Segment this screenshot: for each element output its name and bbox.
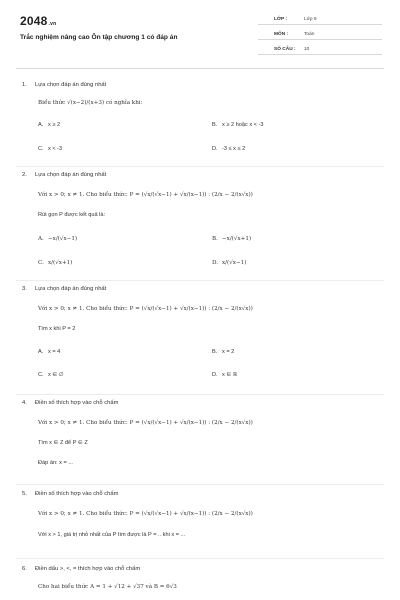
- question-text: Với x > 0; x ≠ 1. Cho biểu thức: P = (√x/(√x−1) + √x/(x−1)) : (2/x − 2/(x√x)): [38, 192, 253, 198]
- answer-option-c[interactable]: C. x < -3: [38, 146, 63, 152]
- answer-blank[interactable]: Đáp án: x = ...: [38, 460, 73, 466]
- question-heading: Lựa chọn đáp án đúng nhất: [35, 172, 107, 178]
- meta-value: Toán: [304, 32, 315, 37]
- question-number: 2.: [22, 172, 27, 178]
- question-prompt: Tìm x khi P = 2: [38, 326, 76, 332]
- answer-option-b[interactable]: B. x = 2: [212, 349, 235, 355]
- answer-option-a[interactable]: A. −x/(√x−1): [38, 236, 78, 242]
- question-number: 6.: [22, 566, 27, 572]
- answer-option-d[interactable]: D. -3 ≤ x ≤ 2: [212, 146, 246, 152]
- question-number: 3.: [22, 286, 27, 292]
- question-heading: Lựa chọn đáp án đúng nhất: [35, 82, 107, 88]
- meta-class: [258, 14, 382, 25]
- question-divider: [16, 484, 384, 485]
- meta-count: [258, 44, 382, 55]
- meta-value: 10: [304, 47, 310, 52]
- question-number: 1.: [22, 82, 27, 88]
- question-text: Với x > 0; x ≠ 1. Cho biểu thức: P = (√x/(√x−1) + √x/(x−1)) : (2/x − 2/(x√x)): [38, 511, 253, 517]
- answer-option-c[interactable]: C. x ∈ ∅: [38, 372, 64, 378]
- question-prompt[interactable]: Với x > 1, giá trị nhỏ nhất của P tìm được là P = .. khi x = ...: [38, 532, 186, 538]
- answer-option-b[interactable]: B. x ≥ 2 hoặc x < -3: [212, 122, 264, 128]
- question-number: 4.: [22, 400, 27, 406]
- question-divider: [16, 394, 384, 395]
- site-logo[interactable]: 2048.vn: [20, 14, 57, 28]
- question-text: Với x > 0; x ≠ 1. Cho biểu thức: P = (√x/(√x−1) + √x/(x−1)) : (2/x − 2/(x√x)): [38, 306, 253, 312]
- question-heading: Điền số thích hợp vào chỗ chấm: [35, 400, 119, 406]
- answer-option-c[interactable]: C. x/(√x+1): [38, 260, 73, 266]
- question-divider: [16, 166, 384, 167]
- meta-key: LỚP :: [274, 17, 288, 22]
- answer-option-a[interactable]: A. x ≥ 2: [38, 122, 61, 128]
- question-heading: Lựa chọn đáp án đúng nhất: [35, 286, 107, 292]
- answer-option-d[interactable]: D. x ∈ ℝ: [212, 372, 238, 378]
- meta-value: Lớp 9: [304, 17, 317, 22]
- question-heading: Điền số thích hợp vào chỗ chấm: [35, 491, 119, 497]
- header: [20, 10, 382, 64]
- answer-option-d[interactable]: D. x/(√x−1): [212, 260, 247, 266]
- question-text: Biểu thức √(x−2)/(x+3) có nghĩa khi:: [38, 100, 143, 106]
- answer-option-b[interactable]: B. −x/(√x+1): [212, 236, 252, 242]
- question-prompt: Rút gọn P được kết quả là:: [38, 212, 106, 218]
- question-text: Với x > 0; x ≠ 1. Cho biểu thức: P = (√x/(√x−1) + √x/(x−1)) : (2/x − 2/(x√x)): [38, 420, 253, 426]
- meta-subject: [258, 29, 382, 40]
- question-divider: [16, 558, 384, 559]
- question-text: Cho hai biểu thức A = 1 + √12 + √37 và B = 6√3: [38, 584, 177, 590]
- meta-key: SỐ CÂU :: [274, 47, 296, 52]
- question-prompt: Tìm x ∈ Z để P ∈ Z: [38, 440, 88, 446]
- meta-key: MÔN :: [274, 32, 289, 37]
- question-heading: Điền dấu >, <, = thích hợp vào chỗ chấm: [35, 566, 141, 572]
- answer-option-a[interactable]: A. x = 4: [38, 349, 61, 355]
- header-divider: [16, 68, 384, 69]
- page-title: Trắc nghiệm nâng cao Ôn tập chương 1 có đáp án: [20, 34, 178, 41]
- question-number: 5.: [22, 491, 27, 497]
- question-divider: [16, 280, 384, 281]
